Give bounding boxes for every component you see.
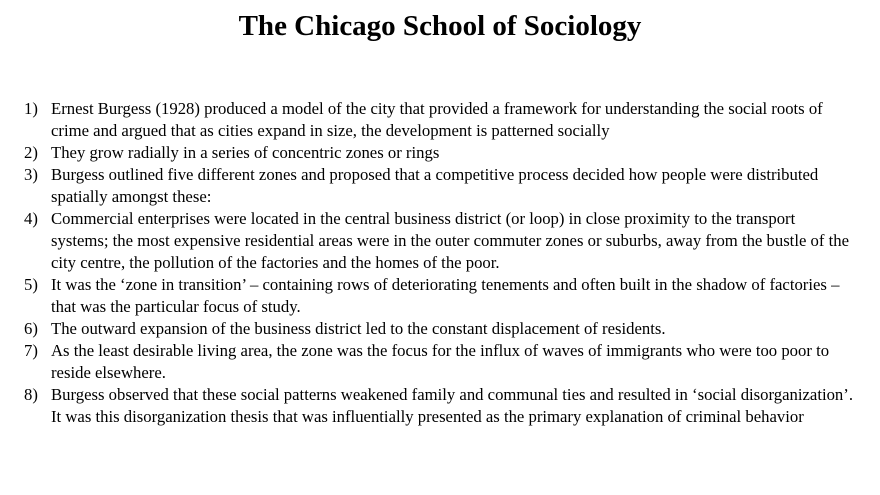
list-item-text: Ernest Burgess (1928) produced a model of the city that provided a framework for understanding the social roots of crime and argued that as cities expand in size, the development is patterned socially — [51, 99, 823, 140]
list-item-number: 7) — [24, 341, 38, 360]
list-item-number: 1) — [24, 99, 38, 118]
list-item-text: As the least desirable living area, the zone was the focus for the influx of waves of immigrants who were too poor to reside elsewhere. — [51, 341, 830, 382]
list-item-number: 2) — [24, 143, 38, 162]
list-item — [24, 142, 854, 164]
list-item-text: Commercial enterprises were located in the central business district (or loop) in close proximity to the transport systems; the most expensive residential areas were in the outer commuter zones or suburbs, away from the bustle of the city centre, the pollution of the factories and the homes of the poor. — [51, 209, 849, 272]
list-item — [24, 274, 854, 318]
list-item-text: It was the ‘zone in transition’ – containing rows of deteriorating tenements and often built in the shadow of factories – that was the particular focus of study. — [51, 275, 840, 316]
list-item — [24, 98, 854, 142]
list-item-text: The outward expansion of the business district led to the constant displacement of residents. — [51, 319, 666, 338]
list-item-text: Burgess outlined five different zones and proposed that a competitive process decided how people were distributed spatially amongst these: — [51, 165, 819, 206]
numbered-list — [24, 98, 854, 428]
list-item — [24, 340, 854, 384]
list-item — [24, 164, 854, 208]
list-item — [24, 208, 854, 274]
list-item-text: They grow radially in a series of concentric zones or rings — [51, 143, 440, 162]
list-item-text: Burgess observed that these social patterns weakened family and communal ties and resulted in ‘social disorganization’. It was this disorganization thesis that was influentially presented as the primary explanation of criminal behavior — [51, 385, 854, 426]
list-item-number: 6) — [24, 319, 38, 338]
list-item-number: 5) — [24, 275, 38, 294]
list-item-number: 3) — [24, 165, 38, 184]
list-item — [24, 384, 854, 428]
list-item — [24, 318, 854, 340]
slide-title: The Chicago School of Sociology — [238, 10, 642, 42]
list-item-number: 8) — [24, 385, 38, 404]
list-item-number: 4) — [24, 209, 38, 228]
